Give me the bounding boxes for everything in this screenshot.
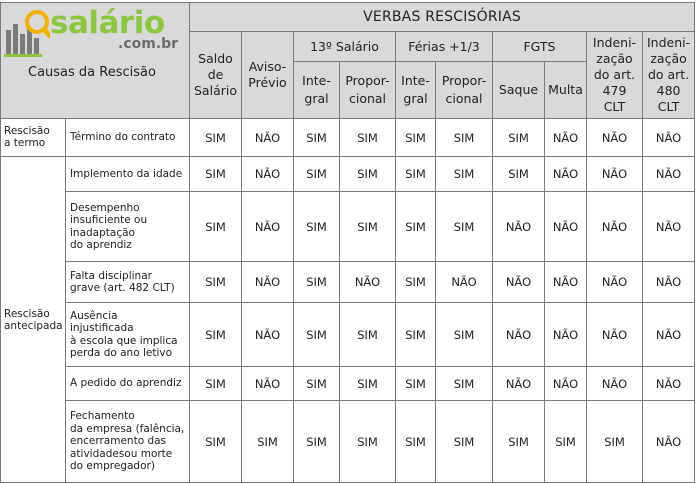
- text-line: Desempenho: [70, 201, 140, 214]
- text-line: de: [207, 67, 224, 82]
- group-rescisao-antecipada: [1, 157, 66, 483]
- text-line: Prévio: [248, 75, 287, 90]
- value-cell: NÃO: [545, 119, 587, 157]
- text-line: a termo: [4, 137, 46, 149]
- causas-da-rescisao-label: Causas da Rescisão: [28, 65, 156, 80]
- value-cell: NÃO: [340, 262, 396, 303]
- value-cell: NÃO: [545, 262, 587, 303]
- text-line: gral: [403, 91, 428, 106]
- value-cell: NÃO: [643, 262, 695, 303]
- value-cell: SIM: [190, 119, 242, 157]
- value-cell: SIM: [436, 192, 493, 262]
- text-line: Indeni-: [646, 35, 691, 50]
- value-cell: NÃO: [545, 367, 587, 401]
- text-line: Saldo: [198, 51, 233, 66]
- value-cell: NÃO: [545, 303, 587, 367]
- text-line: Aviso-: [248, 59, 287, 74]
- reason-cell: [66, 262, 190, 303]
- value-cell: SIM: [396, 157, 436, 192]
- text-line: à escola que implica: [70, 334, 178, 347]
- value-cell: NÃO: [493, 367, 545, 401]
- value-cell: SIM: [436, 157, 493, 192]
- value-cell: NÃO: [493, 192, 545, 262]
- value-cell: SIM: [340, 367, 396, 401]
- value-cell: NÃO: [587, 157, 643, 192]
- col-ferias-proporcional: [436, 62, 493, 119]
- value-cell: SIM: [396, 192, 436, 262]
- col-indenizacao-479: [587, 32, 643, 119]
- value-cell: NÃO: [643, 192, 695, 262]
- reason-cell: [66, 303, 190, 367]
- col-ferias-integral: [396, 62, 436, 119]
- value-cell: SIM: [190, 262, 242, 303]
- value-cell: SIM: [294, 262, 340, 303]
- text-line: injustificada: [70, 322, 134, 334]
- text-line: Inte-: [401, 73, 430, 88]
- table-title: VERBAS RESCISÓRIAS: [190, 3, 695, 32]
- reason-cell: [66, 367, 190, 401]
- value-cell: SIM: [396, 367, 436, 401]
- value-cell: SIM: [396, 303, 436, 367]
- value-cell: SIM: [242, 401, 294, 483]
- value-cell: SIM: [493, 401, 545, 483]
- value-cell: NÃO: [242, 119, 294, 157]
- value-cell: SIM: [340, 192, 396, 262]
- text-line: Salário: [194, 83, 237, 98]
- bar-chart-magnifier-icon: [4, 8, 50, 60]
- text-line: do art.: [593, 67, 636, 82]
- value-cell: SIM: [294, 192, 340, 262]
- group-rescisao-a-termo: [1, 119, 66, 157]
- table-row: [1, 157, 695, 192]
- text-line: insuficiente ou: [70, 214, 148, 226]
- value-cell: SIM: [545, 401, 587, 483]
- text-line: perda do ano letivo: [70, 347, 173, 359]
- value-cell: SIM: [190, 303, 242, 367]
- col-saldo-de-salario: [190, 32, 242, 119]
- text-line: 479: [602, 83, 627, 98]
- table-row: [1, 367, 695, 401]
- text-line: cional: [348, 91, 387, 106]
- value-cell: NÃO: [242, 262, 294, 303]
- col-fgts-saque: Saque: [493, 62, 545, 119]
- value-cell: NÃO: [242, 192, 294, 262]
- value-cell: NÃO: [643, 401, 695, 483]
- value-cell: NÃO: [643, 303, 695, 367]
- text-line: grave (art. 482 CLT): [70, 282, 175, 294]
- text-line: Propor-: [441, 73, 487, 88]
- reason-cell: [66, 401, 190, 483]
- value-cell: NÃO: [643, 367, 695, 401]
- value-cell: SIM: [190, 401, 242, 483]
- col-fgts-multa: Multa: [545, 62, 587, 119]
- text-line: cional: [445, 91, 483, 106]
- logo-domain: .com.br: [118, 36, 179, 52]
- value-cell: SIM: [493, 119, 545, 157]
- text-line: Término do contrato: [70, 131, 176, 144]
- col-13-salario: 13º Salário: [294, 32, 396, 62]
- col-aviso-previo: [242, 32, 294, 119]
- value-cell: SIM: [294, 303, 340, 367]
- value-cell: SIM: [340, 119, 396, 157]
- text-line: inadaptação: [70, 226, 135, 239]
- text-line: Ausência: [70, 309, 118, 322]
- table-row: [1, 119, 695, 157]
- value-cell: NÃO: [643, 119, 695, 157]
- value-cell: NÃO: [587, 192, 643, 262]
- text-line: da empresa (falência,: [70, 422, 185, 435]
- value-cell: NÃO: [436, 262, 493, 303]
- reason-cell: [66, 157, 190, 192]
- text-line: 480: [656, 83, 681, 98]
- value-cell: SIM: [587, 401, 643, 483]
- table-row: [1, 401, 695, 483]
- value-cell: NÃO: [242, 303, 294, 367]
- text-line: Indeni-: [592, 35, 637, 50]
- value-cell: SIM: [396, 262, 436, 303]
- text-line: Propor-: [345, 73, 390, 88]
- value-cell: SIM: [340, 303, 396, 367]
- col-13-proporcional: [340, 62, 396, 119]
- value-cell: SIM: [294, 119, 340, 157]
- text-line: CLT: [657, 99, 680, 114]
- col-13-integral: [294, 62, 340, 119]
- text-line: Rescisão: [4, 125, 50, 137]
- col-indenizacao-480: [643, 32, 695, 119]
- table-row: [1, 192, 695, 262]
- text-line: Inte-: [302, 73, 331, 88]
- value-cell: SIM: [493, 157, 545, 192]
- text-line: Rescisão: [4, 307, 50, 320]
- value-cell: NÃO: [587, 303, 643, 367]
- value-cell: SIM: [436, 401, 493, 483]
- value-cell: SIM: [436, 119, 493, 157]
- value-cell: NÃO: [587, 262, 643, 303]
- value-cell: NÃO: [587, 119, 643, 157]
- reason-cell: [66, 192, 190, 262]
- text-line: atividadesou morte: [70, 447, 173, 460]
- text-line: zação: [650, 51, 687, 66]
- text-line: Falta disciplinar: [70, 269, 152, 282]
- text-line: Fechamento: [70, 410, 135, 423]
- value-cell: SIM: [294, 367, 340, 401]
- value-cell: NÃO: [545, 157, 587, 192]
- value-cell: SIM: [436, 303, 493, 367]
- text-line: gral: [304, 91, 329, 106]
- value-cell: NÃO: [545, 192, 587, 262]
- salario-logo: [4, 6, 189, 62]
- text-line: encerramento das: [70, 435, 167, 448]
- value-cell: SIM: [396, 401, 436, 483]
- text-line: antecipada: [4, 319, 63, 332]
- value-cell: SIM: [190, 367, 242, 401]
- reason-cell: [66, 119, 190, 157]
- value-cell: NÃO: [242, 157, 294, 192]
- text-line: do empregador): [70, 460, 155, 473]
- value-cell: NÃO: [587, 367, 643, 401]
- text-line: Implemento da idade: [70, 167, 183, 180]
- col-ferias: Férias +1/3: [396, 32, 493, 62]
- value-cell: SIM: [190, 157, 242, 192]
- text-line: do aprendiz: [70, 239, 132, 251]
- value-cell: SIM: [294, 157, 340, 192]
- value-cell: NÃO: [643, 157, 695, 192]
- value-cell: NÃO: [242, 367, 294, 401]
- text-line: do art.: [647, 67, 690, 82]
- value-cell: SIM: [436, 367, 493, 401]
- text-line: A pedido do aprendiz: [70, 377, 182, 390]
- value-cell: SIM: [340, 401, 396, 483]
- table-row: [1, 303, 695, 367]
- value-cell: SIM: [190, 192, 242, 262]
- value-cell: NÃO: [493, 262, 545, 303]
- text-line: CLT: [603, 99, 626, 114]
- col-fgts: FGTS: [493, 32, 587, 62]
- table-row: [1, 262, 695, 303]
- value-cell: SIM: [340, 157, 396, 192]
- value-cell: SIM: [396, 119, 436, 157]
- logo-brand: salário: [50, 5, 165, 41]
- value-cell: NÃO: [493, 303, 545, 367]
- value-cell: SIM: [294, 401, 340, 483]
- text-line: zação: [596, 51, 633, 66]
